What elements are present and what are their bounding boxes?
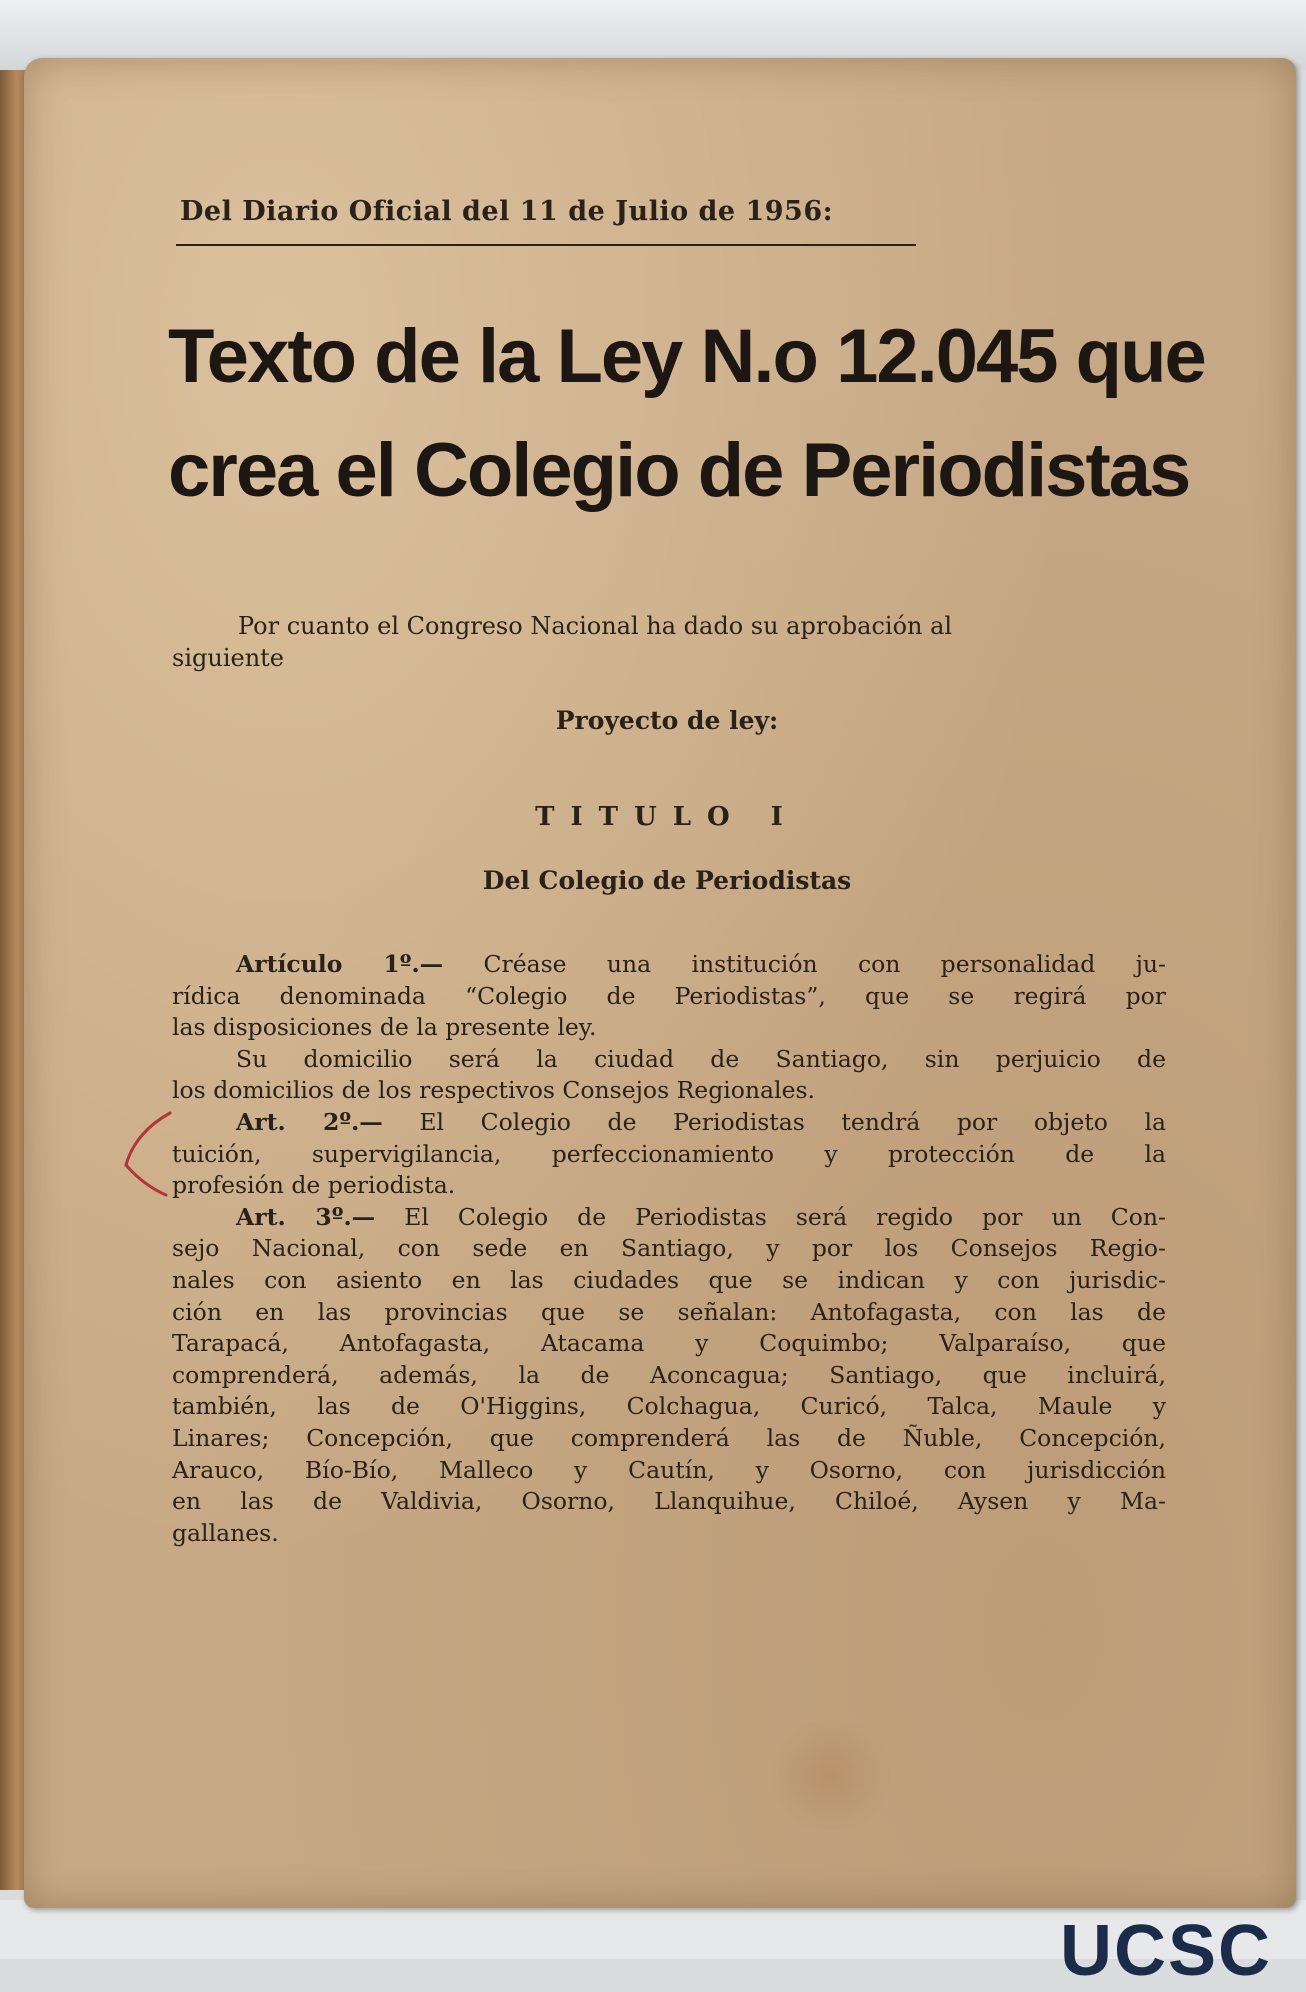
intro-line-1: Por cuanto el Congreso Nacional ha dado su aprobación al (238, 612, 953, 640)
article-1-line-4: Su domicilio será la ciudad de Santiago, sin perjuicio de (236, 1044, 1166, 1073)
article-2-line-2: tuición, supervigilancia, perfeccionamiento y protección de la (172, 1139, 1166, 1168)
article-1-label: Artículo 1º.— (236, 950, 444, 978)
article-3-line-8: Linares; Concepción, que comprenderá las de Ñuble, Concepción, (172, 1423, 1166, 1452)
article-3-line-7: también, las de O'Higgins, Colchagua, Curicó, Talca, Maule y (172, 1392, 1166, 1421)
article-3-line-6: comprenderá, además, la de Aconcagua; Santiago, que incluirá, (172, 1360, 1166, 1389)
intro-line-2: siguiente (172, 644, 284, 672)
page-title (168, 300, 1205, 528)
article-1-line-1: Artículo 1º.— Créase una institución con personalidad ju- (236, 950, 1166, 978)
article-3-line-11: gallanes. (172, 1518, 279, 1547)
intro-paragraph (172, 610, 1162, 674)
title-line-1: Texto de la Ley N.o 12.045 que (168, 314, 1205, 399)
article-2-label: Art. 2º.— (236, 1107, 383, 1136)
titulo-heading: TITULO I (535, 802, 799, 832)
article-2-line-3: profesión de periodista. (172, 1171, 456, 1200)
article-3-label: Art. 3º.— (236, 1202, 376, 1231)
article-3-line-1: Art. 3º.— El Colegio de Periodistas será regido por un Con- (236, 1202, 1166, 1231)
proyecto-heading: Proyecto de ley: (555, 706, 779, 735)
source-header (176, 188, 916, 246)
paper-stain (760, 1720, 900, 1830)
article-3-line-4: ción en las provincias que se señalan: Antofagasta, con las de (172, 1297, 1166, 1326)
article-1-line-5: los domicilios de los respectivos Consejos Regionales. (172, 1076, 816, 1105)
source-line-text: Del Diario Oficial del 11 de Julio de 1956: (180, 196, 834, 227)
red-margin-mark (118, 1105, 178, 1205)
article-1-line-2: rídica denominada “Colegio de Periodistas”, que se regirá por (172, 981, 1166, 1010)
article-1-line-3: las disposiciones de la presente ley. (172, 1013, 597, 1042)
article-3-line-9: Arauco, Bío-Bío, Malleco y Cautín, y Osorno, con jurisdicción (172, 1455, 1166, 1484)
article-3-line-5: Tarapacá, Antofagasta, Atacama y Coquimbo; Valparaíso, que (172, 1329, 1166, 1358)
watermark-logo: UCSC (1060, 1911, 1273, 1991)
article-2-line-1: Art. 2º.— El Colegio de Periodistas tendrá por objeto la (236, 1107, 1166, 1136)
article-3-line-10: en las de Valdivia, Osorno, Llanquihue, Chiloé, Aysen y Ma- (172, 1487, 1166, 1516)
articles-body (172, 949, 1166, 1549)
title-line-2: crea el Colegio de Periodistas (168, 428, 1190, 513)
article-3-line-3: nales con asiento en las ciudades que se indican y con jurisdic- (172, 1265, 1166, 1294)
subtitulo-heading: Del Colegio de Periodistas (482, 866, 852, 895)
article-3-line-2: sejo Nacional, con sede en Santiago, y por los Consejos Regio- (172, 1234, 1166, 1263)
red-margin-mark-stroke (126, 1113, 170, 1195)
